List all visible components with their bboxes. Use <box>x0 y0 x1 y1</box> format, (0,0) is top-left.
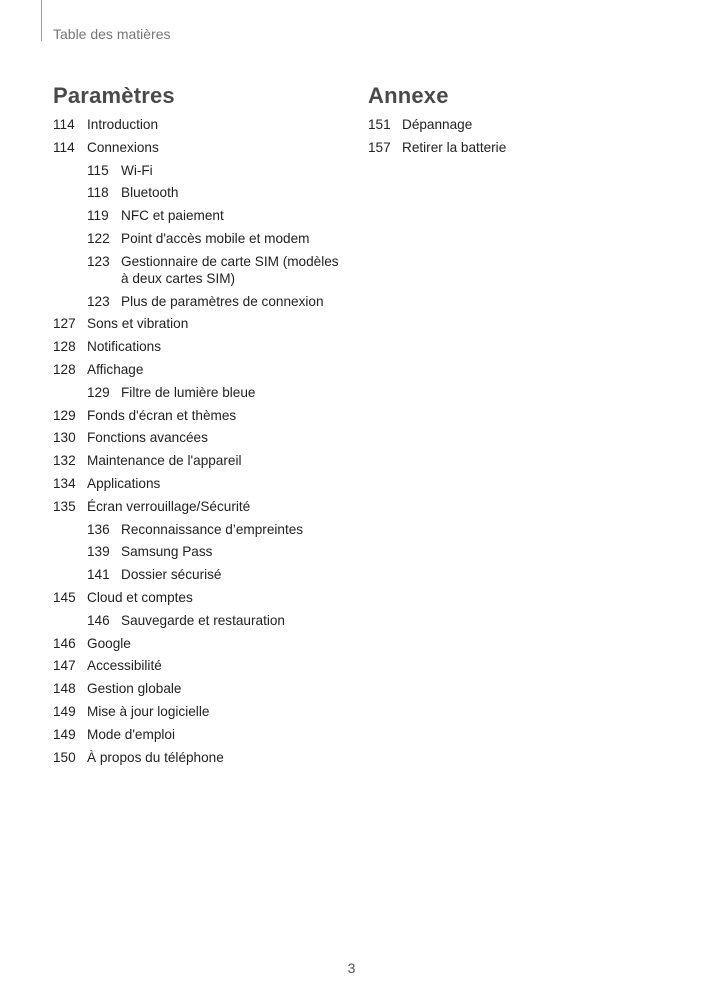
toc-page-number: 148 <box>53 681 76 697</box>
toc-entry[interactable] <box>368 139 668 156</box>
toc-entry[interactable] <box>87 293 353 310</box>
toc-column-right <box>368 116 668 162</box>
toc-entry-title: Mode d'emploi <box>87 726 175 742</box>
toc-entry[interactable] <box>87 384 353 401</box>
toc-page-number: 115 <box>87 162 109 178</box>
header-rule <box>41 0 42 41</box>
toc-entry[interactable] <box>53 589 353 606</box>
toc-entry-title: Mise à jour logicielle <box>87 703 210 719</box>
toc-page-number: 150 <box>53 749 76 765</box>
toc-entry[interactable] <box>53 429 353 446</box>
toc-entry[interactable] <box>53 116 353 133</box>
toc-page-number: 127 <box>53 316 76 332</box>
toc-entry[interactable] <box>53 498 353 515</box>
toc-entry[interactable] <box>53 475 353 492</box>
toc-entry[interactable] <box>53 315 353 332</box>
toc-entry-title: Maintenance de l'appareil <box>87 453 242 469</box>
toc-entry-title: NFC et paiement <box>121 208 224 224</box>
toc-page-number: 128 <box>53 339 76 355</box>
toc-entry-title: Fonds d'écran et thèmes <box>87 407 237 423</box>
toc-entry-title: Écran verrouillage/Sécurité <box>87 498 251 514</box>
toc-page-number: 146 <box>53 635 76 651</box>
toc-page-number: 123 <box>87 293 110 309</box>
toc-entry-title: Reconnaissance d’empreintes <box>121 521 304 537</box>
toc-entry[interactable] <box>53 407 353 424</box>
toc-page-number: 122 <box>87 230 110 246</box>
toc-page-number: 130 <box>53 430 76 446</box>
toc-entry[interactable] <box>87 230 353 247</box>
toc-page-number: 136 <box>87 521 110 537</box>
toc-entry-title: Dépannage <box>402 117 473 132</box>
toc-entry[interactable] <box>53 726 353 743</box>
toc-page-number: 123 <box>87 253 110 269</box>
toc-entry[interactable] <box>87 521 353 538</box>
toc-entry-title: Affichage <box>87 361 144 377</box>
toc-page-number: 118 <box>87 185 109 201</box>
toc-entry-title: Plus de paramètres de connexion <box>121 293 324 309</box>
toc-entry[interactable] <box>87 207 353 224</box>
toc-page-number: 128 <box>53 361 76 377</box>
toc-entry-title: Samsung Pass <box>121 544 213 560</box>
toc-entry-title: Introduction <box>87 117 159 132</box>
toc-page-number: 129 <box>53 407 76 423</box>
toc-page-number: 141 <box>87 567 110 583</box>
toc-page-number: 157 <box>368 139 391 155</box>
toc-page-number: 149 <box>53 703 76 719</box>
toc-entry-title: Retirer la batterie <box>402 139 507 155</box>
toc-entry-title: Bluetooth <box>121 185 179 201</box>
toc-entry-title: Applications <box>87 475 161 491</box>
toc-entry-title: Cloud et comptes <box>87 589 193 605</box>
toc-entry-title: Connexions <box>87 139 159 155</box>
toc-entry[interactable] <box>87 566 353 583</box>
toc-page-number: 145 <box>53 589 76 605</box>
toc-page-number: 114 <box>53 139 75 155</box>
toc-entry[interactable] <box>87 253 353 287</box>
toc-entry-title: Dossier sécurisé <box>121 567 222 583</box>
toc-page-number: 114 <box>53 117 75 132</box>
toc-entry[interactable] <box>53 703 353 720</box>
toc-page-number: 146 <box>87 612 110 628</box>
toc-page-number: 119 <box>87 208 109 224</box>
toc-entry[interactable] <box>368 116 668 133</box>
toc-page-number: 134 <box>53 475 76 491</box>
page-number: 3 <box>347 960 356 976</box>
toc-entry-title: Accessibilité <box>87 658 162 674</box>
section-title-parametres: Paramètres <box>53 83 175 108</box>
toc-entry-title: Fonctions avancées <box>87 430 208 446</box>
toc-entry-title: Gestion globale <box>87 681 182 697</box>
toc-entry[interactable] <box>53 338 353 355</box>
toc-entry[interactable] <box>87 184 353 201</box>
toc-entry-title: Filtre de lumière bleue <box>121 384 256 400</box>
toc-entry[interactable] <box>53 361 353 378</box>
toc-entry[interactable] <box>87 162 353 179</box>
toc-entry-title: Gestionnaire de carte SIM (modèles à deux cartes SIM) <box>121 253 339 286</box>
toc-entry[interactable] <box>53 139 353 156</box>
toc-column-left <box>53 116 353 771</box>
toc-entry-title: À propos du téléphone <box>87 749 224 765</box>
toc-page-number: 132 <box>53 453 76 469</box>
toc-page-number: 147 <box>53 658 76 674</box>
toc-entry-title: Sauvegarde et restauration <box>121 612 285 628</box>
page-header: Table des matières <box>53 26 171 42</box>
toc-entry[interactable] <box>87 543 353 560</box>
toc-entry[interactable] <box>53 680 353 697</box>
toc-entry[interactable] <box>53 657 353 674</box>
toc-entry[interactable] <box>87 612 353 629</box>
toc-page-number: 149 <box>53 726 76 742</box>
toc-entry-title: Sons et vibration <box>87 316 189 332</box>
toc-entry-title: Wi-Fi <box>121 162 153 178</box>
toc-page-number: 135 <box>53 498 76 514</box>
section-title-annexe: Annexe <box>368 83 449 108</box>
toc-page-number: 129 <box>87 384 110 400</box>
toc-entry-title: Notifications <box>87 339 162 355</box>
toc-page-number: 139 <box>87 544 110 560</box>
toc-entry[interactable] <box>53 635 353 652</box>
toc-entry-title: Point d'accès mobile et modem <box>121 230 310 246</box>
toc-entry[interactable] <box>53 749 353 766</box>
toc-entry-title: Google <box>87 635 131 651</box>
toc-page-number: 151 <box>368 117 391 132</box>
toc-entry[interactable] <box>53 452 353 469</box>
